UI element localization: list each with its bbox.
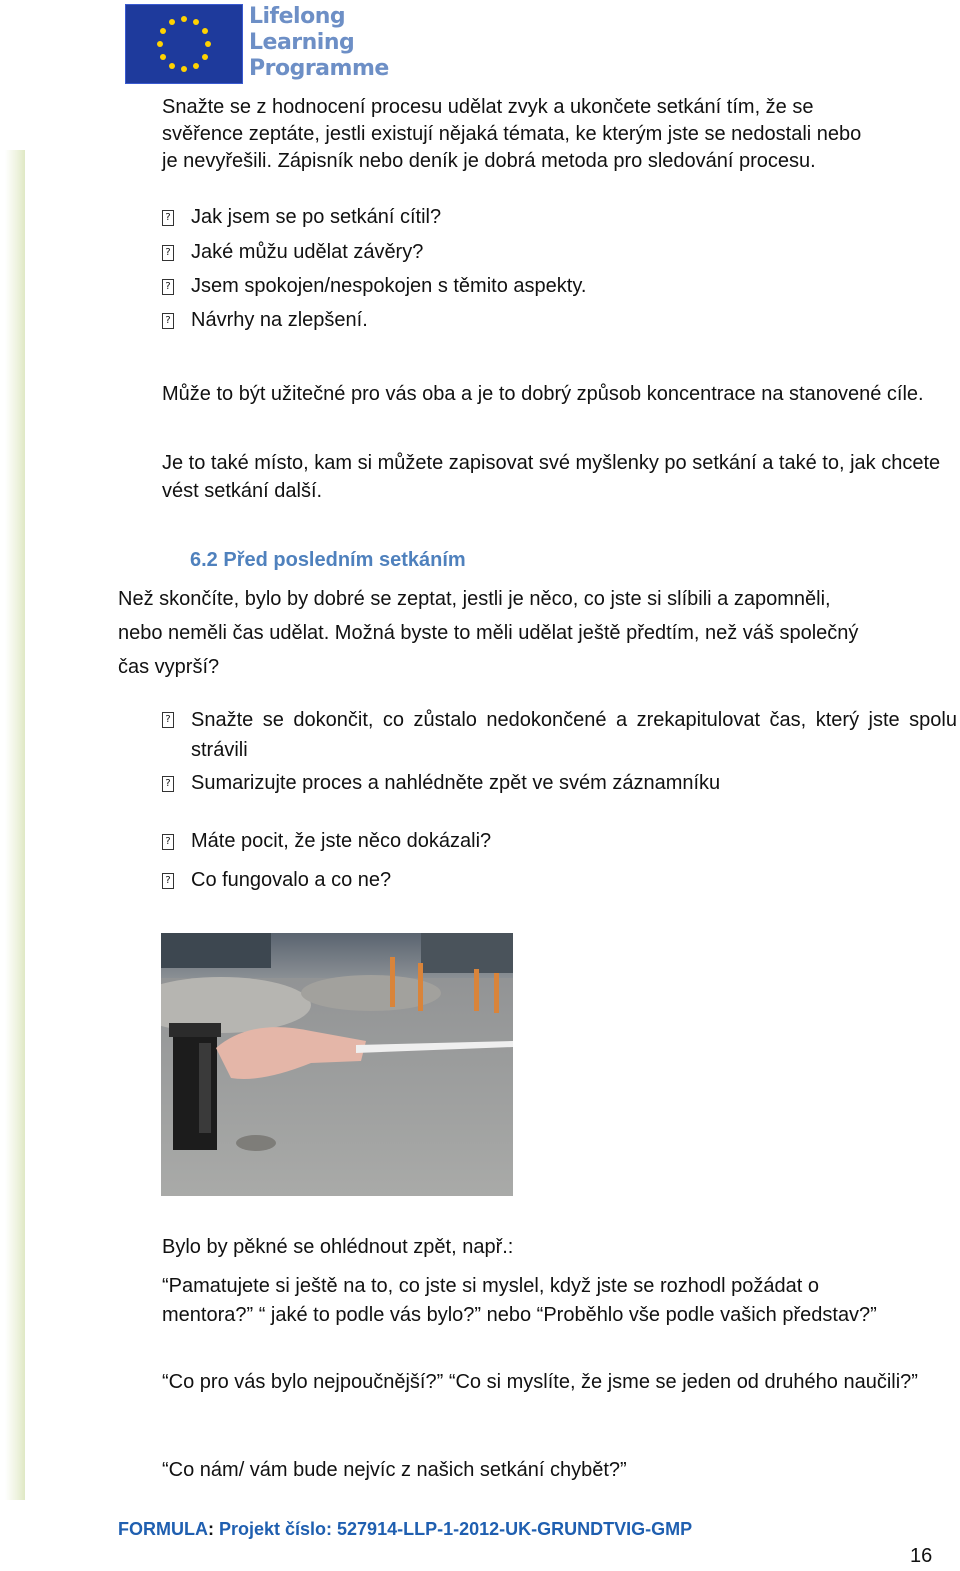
before-line-1: Než skončíte, bylo by dobré se zeptat, jestli je něco, co jste si slíbili a zapomněli,: [118, 588, 831, 610]
eu-flag-icon: [125, 4, 243, 84]
before-line-3: čas vyprší?: [118, 656, 220, 678]
before-line-2: nebo neměli čas udělat. Možná byste to měli udělat ještě předtím, než váš společný: [118, 622, 859, 644]
list-item: Jak jsem se po setkání cítil?: [191, 206, 442, 228]
bullet-icon: ?: [162, 776, 174, 792]
bullet-icon: ?: [162, 279, 174, 295]
look-back-paragraph: Bylo by pěkné se ohlédnout zpět, např.:: [162, 1236, 514, 1258]
bullet-icon: ?: [162, 313, 174, 329]
footer-separator: :: [207, 1519, 219, 1539]
list-item: Jsem spokojen/nespokojen s těmito aspekty.: [191, 275, 587, 297]
list-item: Návrhy na zlepšení.: [191, 309, 368, 331]
list-item: Snažte se dokončit, co zůstalo nedokončené a zrekapitulovat čas, který jste spolu strávili: [191, 709, 957, 761]
quote-paragraph-3: “Co nám/ vám bude nejvíc z našich setkání chybět?”: [162, 1459, 627, 1481]
list-item: Máte pocit, že jste něco dokázali?: [191, 830, 492, 852]
bullet-icon: ?: [162, 834, 174, 850]
quote-paragraph-2: “Co pro vás bylo nejpoučnější?” “Co si myslíte, že jsme se jeden od druhého naučili?”: [162, 1371, 918, 1393]
left-margin-decoration: [5, 150, 25, 1500]
list-item: Sumarizujte proces a nahlédněte zpět ve svém záznamníku: [191, 772, 721, 794]
logo-line-3: Programme: [249, 56, 389, 81]
lifelong-learning-logo: [125, 4, 395, 82]
list-item: Jaké můžu udělat závěry?: [191, 241, 424, 263]
intro-line-3: je nevyřešili. Zápisník nebo deník je dobrá metoda pro sledování procesu.: [162, 150, 816, 172]
street-barrier-photo: [161, 933, 513, 1196]
logo-line-2: Learning: [249, 30, 355, 55]
bullet-icon: ?: [162, 245, 174, 261]
bullet-icon: ?: [162, 210, 174, 226]
place-paragraph: Je to také místo, kam si můžete zapisovat své myšlenky po setkání a také to, jak chcete vést setkání další.: [162, 452, 941, 502]
bullet-icon: ?: [162, 712, 174, 728]
footer-label: FORMULA: [118, 1519, 208, 1539]
section-heading: 6.2 Před posledním setkáním: [190, 549, 466, 571]
list-item: Co fungovalo a co ne?: [191, 869, 392, 891]
footer-project: Projekt číslo: 527914-LLP-1-2012-UK-GRUNDTVIG-GMP: [218, 1519, 693, 1539]
intro-line-1: Snažte se z hodnocení procesu udělat zvyk a ukončete setkání tím, že se: [162, 96, 814, 118]
footer: [118, 1517, 692, 1541]
useful-paragraph: Může to být užitečné pro vás oba a je to dobrý způsob koncentrace na stanovené cíle.: [162, 383, 924, 405]
intro-line-2: svěřence zeptáte, jestli existují nějaká témata, ke kterým jste se nedostali nebo: [162, 123, 862, 145]
quote-paragraph-1: “Pamatujete si ještě na to, co jste si myslel, když jste se rozhodl požádat o mentora?” “ jaké to podle vás bylo?” nebo “Proběhlo vše podle vašich představ?”: [162, 1275, 877, 1326]
page-number: 16: [910, 1545, 933, 1567]
logo-wordmark: [249, 4, 389, 82]
bullet-icon: ?: [162, 873, 174, 889]
logo-line-1: Lifelong: [249, 4, 346, 29]
